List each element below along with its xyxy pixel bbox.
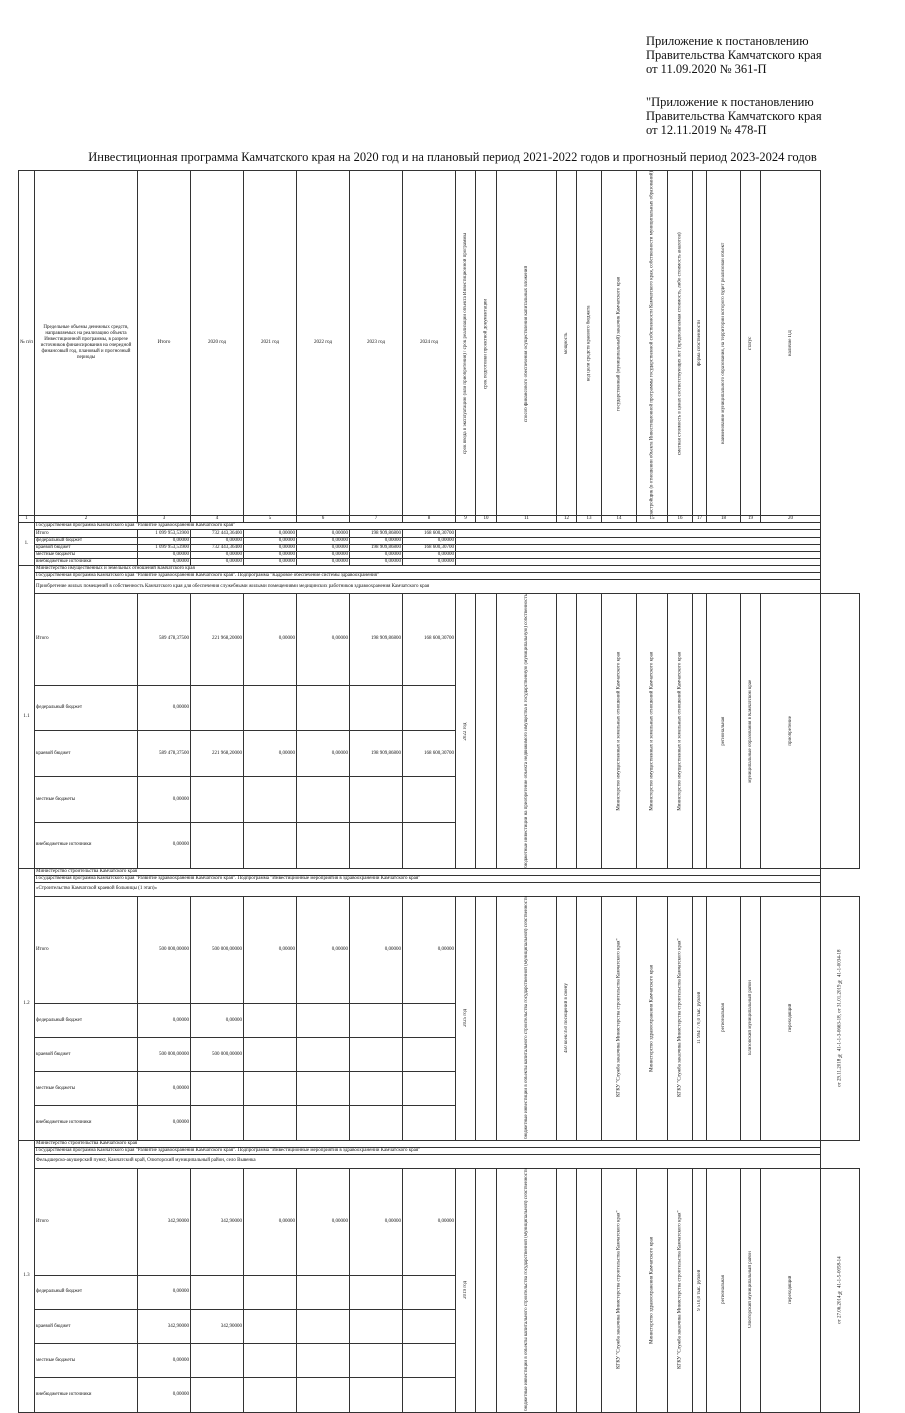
annex-line: Правительства Камчатского края: [646, 109, 822, 123]
detail-cell: региональная: [707, 594, 741, 869]
column-number-cell: 12: [557, 516, 577, 523]
detail-cell: 450 коек/350 посещений в смену: [557, 896, 577, 1140]
value-cell: [244, 685, 297, 731]
value-cell: [403, 1038, 456, 1072]
header-cell: государственный (муниципальный) заказчик Камчатского края: [602, 171, 637, 516]
column-number-cell: 2: [35, 516, 138, 523]
header-cell: сметная стоимость в ценах соответствующих лет (предполагаемая стоимость, либо стоимость аналогов): [668, 171, 693, 516]
detail-cell: 2019 год: [456, 1168, 476, 1412]
column-number-cell: 9: [456, 516, 476, 523]
value-cell: 0,00000: [191, 538, 244, 545]
value-cell: 168 600,30700: [403, 594, 456, 686]
detail-cell: 9 510,0 тыс. рублей: [693, 1168, 707, 1412]
investment-program-table: [18, 170, 860, 1413]
value-cell: 0,00000: [297, 530, 350, 538]
value-cell: 198 909,86800: [350, 731, 403, 777]
source-label-cell: местные бюджеты: [35, 1344, 138, 1378]
column-number-cell: 3: [138, 516, 191, 523]
value-cell: [350, 1038, 403, 1072]
value-cell: 342,90000: [191, 1310, 244, 1344]
detail-cell: бюджетные инвестиции в объекты капитального строительства государственной (муниципальной) собственности: [497, 1168, 557, 1412]
value-cell: 221 968,20000: [191, 594, 244, 686]
value-cell: 0,00000: [191, 1004, 244, 1038]
detail-cell: Министерство имущественных и земельных отношений Камчатского края: [637, 594, 668, 869]
header-cell: наличие ПД: [761, 171, 821, 516]
detail-cell: муниципальные образования в Камчатском крае: [741, 594, 761, 869]
annex-line: от 11.09.2020 № 361-П: [646, 62, 767, 76]
value-cell: [403, 1344, 456, 1378]
value-cell: [191, 1106, 244, 1140]
value-cell: [191, 685, 244, 731]
detail-cell: Министерство здравоохранения Камчатского края: [637, 1168, 668, 1412]
value-cell: [244, 1344, 297, 1378]
value-cell: [403, 1106, 456, 1140]
source-label-cell: Итого: [35, 594, 138, 686]
detail-cell: Олюторский муниципальный район: [741, 1168, 761, 1412]
value-cell: 0,00000: [138, 1106, 191, 1140]
header-cell: 2020 год: [191, 171, 244, 516]
source-label-cell: краевой бюджет: [35, 1310, 138, 1344]
value-cell: 0,00000: [138, 1072, 191, 1106]
value-cell: 0,00000: [138, 538, 191, 545]
value-cell: [244, 1275, 297, 1309]
value-cell: [403, 1310, 456, 1344]
column-number-cell: 6: [297, 516, 350, 523]
header-cell: 2023 год: [350, 171, 403, 516]
value-cell: 0,00000: [297, 594, 350, 686]
blank-cell: [456, 545, 821, 552]
section-header-line: Фельдшерско-акушерский пункт, Камчатский край, Олюторский муниципальный район, село Вывенка: [35, 1154, 821, 1168]
detail-cell: Елизовский муниципальный район: [741, 896, 761, 1140]
header-cell: наименование муниципального образования, на территории которого будет реализован объект: [707, 171, 741, 516]
blank-cell: [456, 530, 821, 538]
value-cell: 0,00000: [244, 896, 297, 1003]
value-cell: [350, 1344, 403, 1378]
section-header-line: Министерство строительства Камчатского края: [35, 1140, 821, 1147]
value-cell: [191, 1344, 244, 1378]
value-cell: [350, 1275, 403, 1309]
value-cell: [403, 1072, 456, 1106]
value-cell: 0,00000: [244, 731, 297, 777]
source-label-cell: федеральный бюджет: [35, 538, 138, 545]
value-cell: 0,00000: [138, 822, 191, 868]
value-cell: 0,00000: [403, 896, 456, 1003]
column-number-cell: 14: [602, 516, 637, 523]
detail-cell: [557, 1168, 577, 1412]
detail-cell: Министерство имущественных и земельных отношений Камчатского края: [668, 594, 693, 869]
source-label-cell: Итого: [35, 896, 138, 1003]
value-cell: [403, 1004, 456, 1038]
source-label-cell: Итого: [35, 530, 138, 538]
header-cell: статус: [741, 171, 761, 516]
document-title: Инвестиционная программа Камчатского края на 2020 год и на плановый период 2021-2022 годов и прогнозный период 2023-2024 годов: [88, 150, 817, 164]
value-cell: 342,90000: [138, 1168, 191, 1275]
column-number-cell: 1: [19, 516, 35, 523]
value-cell: 0,00000: [138, 777, 191, 823]
value-cell: [403, 1378, 456, 1412]
column-number-cell: 8: [403, 516, 456, 523]
detail-cell: 11 994 770,0 тыс. рублей: [693, 896, 707, 1140]
column-number-cell: 5: [244, 516, 297, 523]
detail-cell: 2025 год: [456, 896, 476, 1140]
row-number-cell: 1.1: [19, 566, 35, 869]
value-cell: [244, 822, 297, 868]
value-cell: 500 000,00000: [138, 896, 191, 1003]
header-cell: № п/п: [19, 171, 35, 516]
annex-previous: [646, 95, 822, 137]
detail-cell: [476, 896, 497, 1140]
detail-cell: [476, 594, 497, 869]
value-cell: 0,00000: [191, 552, 244, 559]
detail-cell: 2022 год: [456, 594, 476, 869]
section-header-line: Приобретение жилых помещений в собственность Камчатского края для обеспечения служебными жилыми помещениями медицинских работников здравоохранения Камчатского края: [35, 580, 821, 594]
row-number-cell: 1.2: [19, 868, 35, 1140]
value-cell: 0,00000: [244, 530, 297, 538]
source-label-cell: Итого: [35, 1168, 138, 1275]
source-label-cell: внебюджетные источники: [35, 1378, 138, 1412]
value-cell: 0,00000: [297, 731, 350, 777]
section-header-line: Государственная программа Камчатского края "Развитие здравоохранения Камчатского края". Подпрограмма "Кадровое обеспечение системы здравоохранения": [35, 573, 821, 580]
value-cell: [297, 1344, 350, 1378]
column-number-cell: 20: [761, 516, 821, 523]
value-cell: [403, 1275, 456, 1309]
value-cell: 198 909,86800: [350, 594, 403, 686]
header-cell: 2022 год: [297, 171, 350, 516]
value-cell: 0,00000: [191, 559, 244, 566]
header-cell: код цели средств краевого бюджета: [577, 171, 602, 516]
value-cell: [191, 1378, 244, 1412]
detail-cell: бюджетные инвестиции в объекты капитального строительства государственной (муниципальной) собственности: [497, 896, 557, 1140]
header-cell: способ финансового обеспечения осуществления капитальных вложений: [497, 171, 557, 516]
value-cell: 0,00000: [350, 552, 403, 559]
column-number-cell: 18: [707, 516, 741, 523]
source-label-cell: федеральный бюджет: [35, 1004, 138, 1038]
annex-line: Приложение к постановлению: [646, 34, 809, 48]
value-cell: [403, 822, 456, 868]
value-cell: 0,00000: [244, 594, 297, 686]
value-cell: 0,00000: [297, 559, 350, 566]
source-label-cell: федеральный бюджет: [35, 685, 138, 731]
header-cell: срок подготовки проектной документации: [476, 171, 497, 516]
value-cell: 0,00000: [244, 552, 297, 559]
value-cell: 0,00000: [138, 1004, 191, 1038]
value-cell: [244, 1004, 297, 1038]
section-header-line: Государственная программа Камчатского края "Развитие здравоохранения Камчатского края": [35, 523, 821, 530]
column-number-cell: 15: [637, 516, 668, 523]
header-cell: 2021 год: [244, 171, 297, 516]
annex-line: "Приложение к постановлению: [646, 95, 814, 109]
value-cell: 0,00000: [138, 559, 191, 566]
detail-cell: от 27.06.2014 № 41-1-5-0058-14: [821, 1168, 860, 1412]
detail-cell: [577, 1168, 602, 1412]
value-cell: [191, 1072, 244, 1106]
value-cell: [297, 1275, 350, 1309]
header-cell: 2024 год: [403, 171, 456, 516]
detail-cell: региональная: [707, 1168, 741, 1412]
source-label-cell: краевой бюджет: [35, 1038, 138, 1072]
column-number-cell: 13: [577, 516, 602, 523]
column-number-cell: 11: [497, 516, 557, 523]
value-cell: 0,00000: [403, 552, 456, 559]
value-cell: [297, 777, 350, 823]
value-cell: [244, 1378, 297, 1412]
value-cell: 0,00000: [138, 1344, 191, 1378]
value-cell: 168 600,30700: [403, 731, 456, 777]
header-cell: форма собственности: [693, 171, 707, 516]
value-cell: [350, 1072, 403, 1106]
value-cell: [350, 1378, 403, 1412]
column-number-cell: 17: [693, 516, 707, 523]
column-number-cell: 16: [668, 516, 693, 523]
value-cell: 1 099 953,53900: [138, 545, 191, 552]
value-cell: [403, 685, 456, 731]
value-cell: 589 478,37500: [138, 594, 191, 686]
value-cell: 0,00000: [138, 1275, 191, 1309]
detail-cell: [577, 594, 602, 869]
header-cell: Итого: [138, 171, 191, 516]
value-cell: 342,90000: [191, 1168, 244, 1275]
value-cell: 0,00000: [138, 552, 191, 559]
blank-cell: [456, 559, 821, 566]
detail-cell: переходящий: [761, 896, 821, 1140]
value-cell: [297, 685, 350, 731]
value-cell: [297, 1310, 350, 1344]
source-label-cell: краевой бюджет: [35, 545, 138, 552]
value-cell: [350, 1004, 403, 1038]
detail-cell: КГКУ "Служба заказчика Министерства строительства Камчатского края": [668, 896, 693, 1140]
detail-cell: от 29.11.2018 № 41-1-1-3-0663-18, от 31.01.2019 № 41-1-0034-18: [821, 896, 860, 1140]
source-label-cell: местные бюджеты: [35, 777, 138, 823]
detail-cell: Министерство здравоохранения Камчатского края: [637, 896, 668, 1140]
value-cell: 0,00000: [350, 538, 403, 545]
value-cell: 0,00000: [350, 559, 403, 566]
detail-cell: [821, 594, 860, 869]
value-cell: 1 099 953,53900: [138, 530, 191, 538]
value-cell: 0,00000: [403, 1168, 456, 1275]
detail-cell: [476, 1168, 497, 1412]
value-cell: 0,00000: [138, 685, 191, 731]
value-cell: 0,00000: [297, 545, 350, 552]
detail-cell: [577, 896, 602, 1140]
value-cell: 221 968,20000: [191, 731, 244, 777]
section-header-line: Министерство имущественных и земельных отношений Камчатского края: [35, 566, 821, 573]
value-cell: 500 000,00000: [138, 1038, 191, 1072]
row-number-cell: 1.: [19, 523, 35, 566]
value-cell: [244, 777, 297, 823]
value-cell: [350, 1106, 403, 1140]
source-label-cell: внебюджетные источники: [35, 559, 138, 566]
annex-line: Правительства Камчатского края: [646, 48, 822, 62]
value-cell: [297, 1106, 350, 1140]
source-label-cell: федеральный бюджет: [35, 1275, 138, 1309]
column-number-cell: 7: [350, 516, 403, 523]
detail-cell: региональная: [707, 896, 741, 1140]
value-cell: [350, 685, 403, 731]
value-cell: [297, 822, 350, 868]
value-cell: 168 600,30700: [403, 545, 456, 552]
detail-cell: [557, 594, 577, 869]
value-cell: [350, 777, 403, 823]
column-number-cell: 4: [191, 516, 244, 523]
blank-cell: [456, 538, 821, 545]
value-cell: [191, 777, 244, 823]
section-header-line: Министерство строительства Камчатского края: [35, 868, 821, 875]
source-label-cell: местные бюджеты: [35, 1072, 138, 1106]
row-number-cell: 1.3: [19, 1140, 35, 1412]
source-label-cell: краевой бюджет: [35, 731, 138, 777]
column-number-cell: 10: [476, 516, 497, 523]
value-cell: 0,00000: [244, 559, 297, 566]
value-cell: 0,00000: [297, 552, 350, 559]
value-cell: 500 000,00000: [191, 1038, 244, 1072]
section-header-line: «Строительство Камчатской краевой больницы (1 этап)»: [35, 882, 821, 896]
value-cell: [297, 1072, 350, 1106]
value-cell: [244, 1072, 297, 1106]
header-cell: мощность: [557, 171, 577, 516]
annex-line: от 12.11.2019 № 478-П: [646, 123, 767, 137]
detail-cell: приобретение: [761, 594, 821, 869]
header-cell: срок ввода в эксплуатацию (или приобретения) / срок реализации объекта Инвестиционной программы: [456, 171, 476, 516]
value-cell: 0,00000: [244, 538, 297, 545]
value-cell: 0,00000: [350, 896, 403, 1003]
value-cell: 500 000,00000: [191, 896, 244, 1003]
detail-cell: КГКУ "Служба заказчика Министерства строительства Камчатского края": [602, 896, 637, 1140]
value-cell: 0,00000: [244, 1168, 297, 1275]
value-cell: 168 600,30700: [403, 530, 456, 538]
value-cell: [297, 1378, 350, 1412]
annex-current: [646, 34, 822, 76]
value-cell: 0,00000: [297, 538, 350, 545]
value-cell: [350, 1310, 403, 1344]
value-cell: [403, 777, 456, 823]
value-cell: 732 443,36400: [191, 545, 244, 552]
header-cell: застройщик (в отношении объекта Инвестиционной программы государственной собственности Камчатского края, собственности муниципальных образований): [637, 171, 668, 516]
value-cell: 732 443,36400: [191, 530, 244, 538]
blank-cell: [456, 552, 821, 559]
value-cell: 0,00000: [403, 559, 456, 566]
source-label-cell: внебюджетные источники: [35, 822, 138, 868]
value-cell: 198 909,86800: [350, 545, 403, 552]
value-cell: [350, 822, 403, 868]
detail-cell: переходящий: [761, 1168, 821, 1412]
detail-cell: КГКУ "Служба заказчика Министерства строительства Камчатского края": [602, 1168, 637, 1412]
value-cell: 342,90000: [138, 1310, 191, 1344]
value-cell: 0,00000: [403, 538, 456, 545]
value-cell: [191, 1275, 244, 1309]
value-cell: 0,00000: [138, 1378, 191, 1412]
value-cell: [244, 1106, 297, 1140]
detail-cell: Министерство имущественных и земельных отношений Камчатского края: [602, 594, 637, 869]
section-header-line: Государственная программа Камчатского края "Развитие здравоохранения Камчатского края". Подпрограмма "Инвестиционные мероприятия в здравоохранении Камчатского края": [35, 1147, 821, 1154]
source-label-cell: местные бюджеты: [35, 552, 138, 559]
detail-cell: [693, 594, 707, 869]
value-cell: [191, 822, 244, 868]
detail-cell: бюджетные инвестиции на приобретение объекта недвижимого имущества в государственную (муниципальную) собственность: [497, 594, 557, 869]
value-cell: 0,00000: [244, 545, 297, 552]
column-number-cell: 19: [741, 516, 761, 523]
section-header-line: Государственная программа Камчатского края "Развитие здравоохранения Камчатского края". Подпрограмма "Инвестиционные мероприятия в здравоохранении Камчатского края": [35, 875, 821, 882]
source-label-cell: внебюджетные источники: [35, 1106, 138, 1140]
value-cell: 198 909,86800: [350, 530, 403, 538]
value-cell: 0,00000: [350, 1168, 403, 1275]
value-cell: 0,00000: [297, 1168, 350, 1275]
value-cell: 0,00000: [297, 896, 350, 1003]
value-cell: 589 478,37500: [138, 731, 191, 777]
value-cell: [297, 1038, 350, 1072]
header-cell: Предельные объемы денежных средств, направляемых на реализацию объекта Инвестиционной программы, в разрезе источников финансирования на очередной финансовый год, плановый и прогнозный периоды: [35, 171, 138, 516]
value-cell: [297, 1004, 350, 1038]
value-cell: [244, 1310, 297, 1344]
value-cell: [244, 1038, 297, 1072]
detail-cell: КГКУ "Служба заказчика Министерства строительства Камчатского края": [668, 1168, 693, 1412]
